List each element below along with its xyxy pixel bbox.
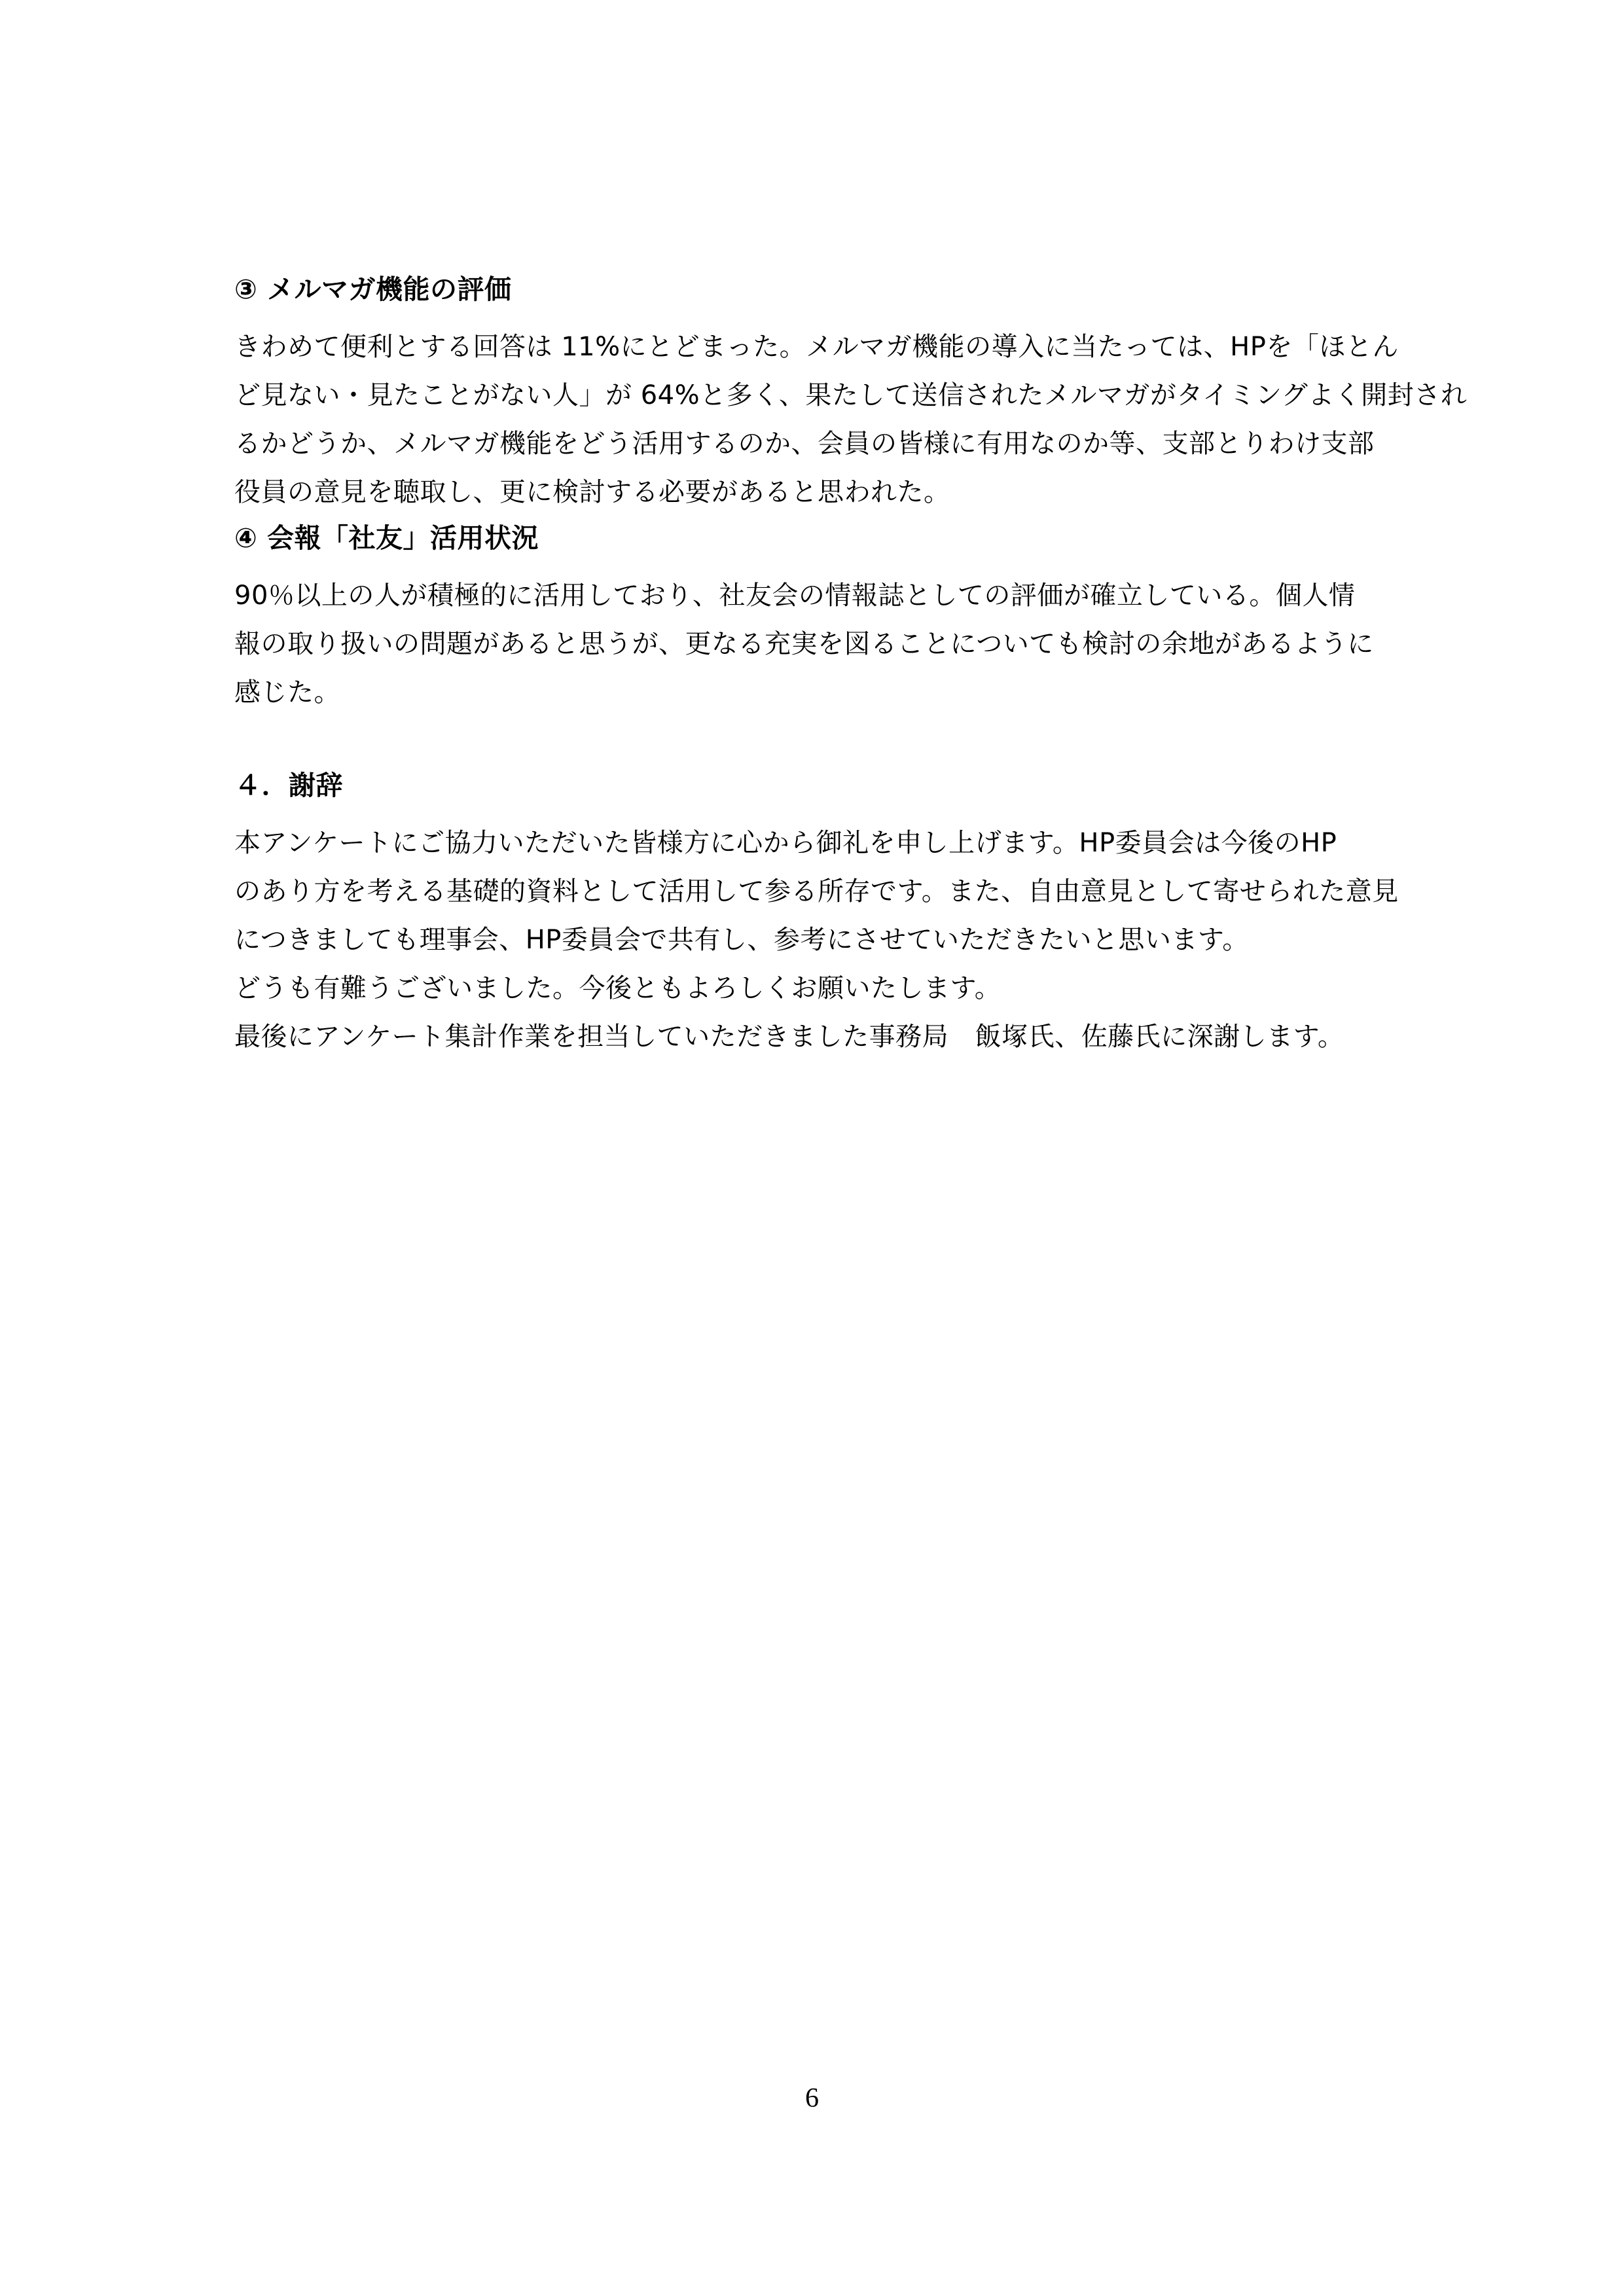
- paragraph-line: どうも有難うございました。今後ともよろしくお願いたします。: [234, 973, 1001, 1003]
- page-number: 6: [805, 2083, 819, 2113]
- paragraph-line: るかどうか、メルマガ機能をどう活用するのか、会員の皆様に有用なのか等、支部とりわけ支部: [234, 429, 1375, 459]
- paragraph-line: 90％以上の人が積極的に活用しており、社友会の情報誌としての評価が確立している。個人情: [234, 581, 1356, 611]
- paragraph-line: きわめて便利とする回答は 11%にとどまった。メルマガ機能の導入に当たっては、HPを「ほとん: [234, 332, 1399, 362]
- paragraph-line: のあり方を考える基礎的資料として活用して参る所存です。また、自由意見として寄せられた意見: [234, 876, 1399, 906]
- paragraph-line: 役員の意見を聴取し、更に検討する必要があると思われた。: [234, 477, 950, 507]
- section-heading-newsletter-usage: ④ 会報「社友」活用状況: [234, 522, 539, 554]
- paragraph-line: 最後にアンケート集計作業を担当していただきました事務局 飯塚氏、佐藤氏に深謝します。: [234, 1022, 1344, 1052]
- section-heading-mailmagazine-evaluation: ③ メルマガ機能の評価: [234, 274, 512, 305]
- paragraph-line: 報の取り扱いの問題があると思うが、更なる充実を図ることについても検討の余地があるように: [234, 629, 1374, 659]
- paragraph-line: 本アンケートにご協力いただいた皆様方に心から御礼を申し上げます。HP委員会は今後のHP: [234, 828, 1337, 858]
- paragraph-line: 感じた。: [234, 677, 340, 708]
- paragraph-line: ど見ない・見たことがない人」が 64%と多く、果たして送信されたメルマガがタイミングよく開封され: [234, 380, 1468, 410]
- section-heading-acknowledgements: ４．謝辞: [234, 770, 343, 801]
- paragraph-line: につきましても理事会、HP委員会で共有し、参考にさせていただきたいと思います。: [234, 925, 1249, 955]
